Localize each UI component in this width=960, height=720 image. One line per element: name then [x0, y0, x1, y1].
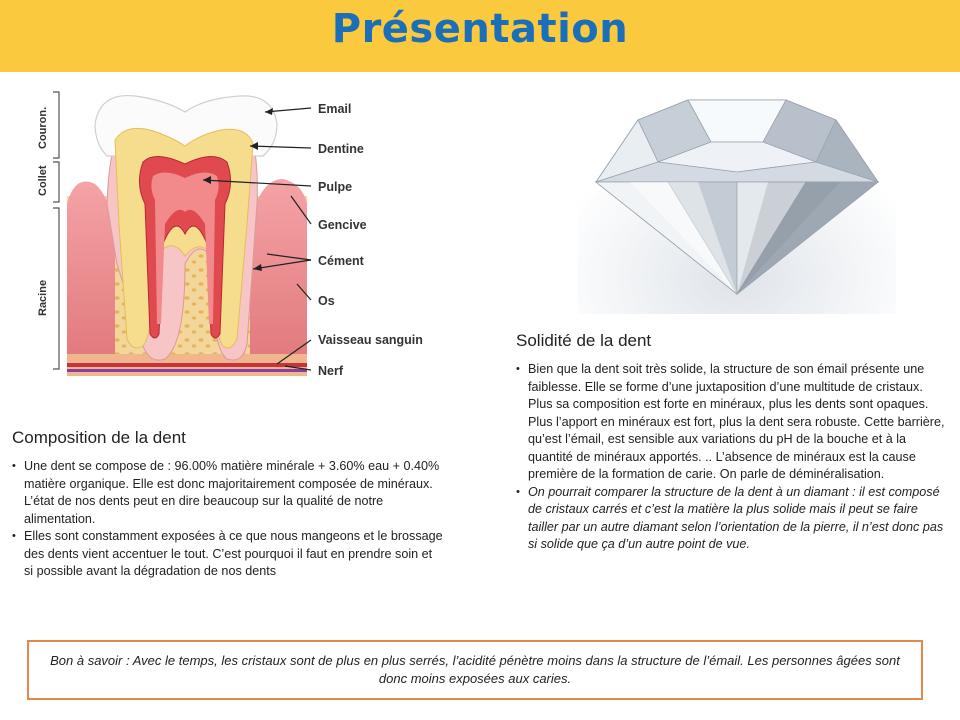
label-pulpe: Pulpe — [318, 180, 353, 194]
diamond-image — [578, 72, 896, 314]
label-os: Os — [318, 294, 335, 308]
zone-brackets — [53, 92, 59, 369]
zone-label-couronne: Couron. — [37, 106, 49, 149]
nerve-line — [67, 363, 307, 367]
list-item: • Bien que la dent soit très solide, la structure de son émail présente une faiblesse. Elle se forme d’une juxtaposition d’une multitude de cristaux. Plus sa composition est forte en minéraux, plus les dents sont opaques. Plus l’apport en minéraux est fort, plus la dent sera robuste. Cette barrière, qu’est l’émail, est sensible aux variations du pH de la bouche et à la quantité de minéraux apportés. .. L’absence de minéraux est la cause première de la formation de carie. On parle de déminéralisation. — [516, 361, 950, 484]
list-item: • Elles sont constamment exposées à ce que nous mangeons et le brossage des dents vient accentuer le tout. C’est pourquoi il faut en prendre soin et si possible avant la dégradation de nos dents — [12, 528, 444, 581]
title-bar — [0, 0, 960, 72]
note-box — [27, 640, 923, 700]
solidite-list — [516, 361, 950, 554]
zone-label-racine: Racine — [37, 279, 49, 316]
list-item: • Une dent se compose de : 96.00% matière minérale + 3.60% eau + 0.40% matière organique. Elle est donc majoritairement composée de minéraux. L’état de nos dents peut en dire beaucoup sur la qualité de notre alimentation. — [12, 458, 444, 528]
label-cement: Cément — [318, 254, 364, 268]
label-email: Email — [318, 102, 352, 116]
tooth-diagram — [15, 84, 445, 404]
solidite-title: Solidité de la dent — [516, 331, 652, 350]
vessel-line — [67, 369, 307, 372]
note-text: Bon à savoir : Avec le temps, les cristaux sont de plus en plus serrés, l’acidité pénètre moins dans la structure de l’émail. Les personnes âgées sont donc moins exposées aux caries. — [50, 653, 900, 686]
composition-title: Composition de la dent — [12, 428, 186, 447]
label-vaisseau-sanguin: Vaisseau sanguin — [318, 333, 423, 347]
label-gencive: Gencive — [318, 218, 367, 232]
zone-label-collet: Collet — [37, 165, 49, 196]
label-nerf: Nerf — [318, 364, 344, 378]
label-dentine: Dentine — [318, 142, 364, 156]
page-title: Présentation — [331, 6, 629, 52]
list-item: • On pourrait comparer la structure de la dent à un diamant : il est composé de cristaux carrés et c’est la matière la plus solide mais il peut se faire tailler par un autre diamant selon l’orientation de la pierre, il n’est donc pas si solide que ça d’un autre point de vue. — [516, 484, 950, 554]
composition-list — [12, 458, 444, 581]
